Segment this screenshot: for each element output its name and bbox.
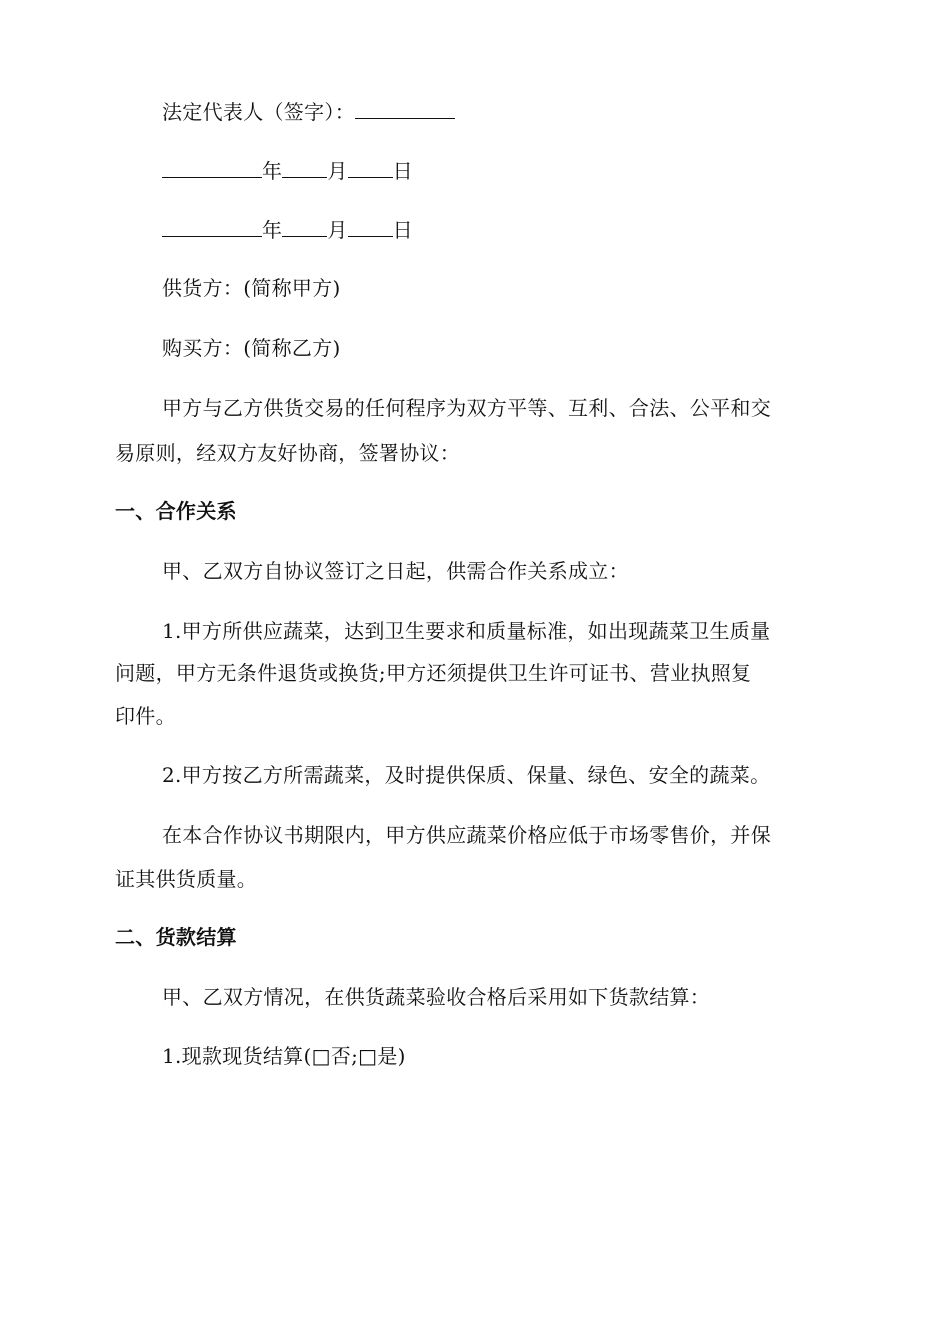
day-blank — [348, 159, 393, 178]
day-blank — [348, 218, 393, 237]
section-heading: 二、货款结算 — [115, 925, 237, 949]
year-label: 年 — [262, 218, 283, 242]
year-label: 年 — [262, 159, 283, 183]
paragraph-line: 证其供货质量。 — [115, 867, 258, 891]
preamble-line: 甲方与乙方供货交易的任何程序为双方平等、互利、合法、公平和交 — [162, 396, 771, 420]
date-line — [115, 218, 887, 242]
month-blank — [282, 159, 327, 178]
buyer-line: 购买方：(简称乙方) — [162, 336, 341, 360]
signature-label: 法定代表人（签字）： — [162, 100, 355, 124]
month-label: 月 — [327, 159, 348, 183]
clause-line: 1.甲方所供应蔬菜，达到卫生要求和质量标准，如出现蔬菜卫生质量 — [162, 619, 771, 643]
clause-line: 问题，甲方无条件退货或换货;甲方还须提供卫生许可证书、营业执照复 — [115, 661, 752, 685]
section-intro: 甲、乙双方情况，在供货蔬菜验收合格后采用如下货款结算： — [162, 985, 711, 1009]
section-heading: 一、合作关系 — [115, 499, 237, 523]
month-label: 月 — [327, 218, 348, 242]
day-label: 日 — [392, 159, 413, 183]
month-blank — [282, 218, 327, 237]
paragraph-line: 在本合作协议书期限内，甲方供应蔬菜价格应低于市场零售价，并保 — [162, 823, 771, 847]
year-blank — [162, 218, 262, 237]
signature-line — [115, 100, 887, 124]
section-intro: 甲、乙双方自协议签订之日起，供需合作关系成立： — [162, 559, 629, 583]
clause-line: 2.甲方按乙方所需蔬菜，及时提供保质、保量、绿色、安全的蔬菜。 — [162, 763, 771, 787]
supplier-line: 供货方：(简称甲方) — [162, 276, 341, 300]
signature-blank — [355, 100, 455, 119]
preamble-line: 易原则，经双方友好协商，签署协议： — [115, 441, 461, 465]
day-label: 日 — [392, 218, 413, 242]
year-blank — [162, 159, 262, 178]
date-line — [115, 159, 887, 183]
clause-line: 1.现款现货结算(□否;□是) — [162, 1044, 406, 1068]
clause-line: 印件。 — [115, 704, 176, 728]
